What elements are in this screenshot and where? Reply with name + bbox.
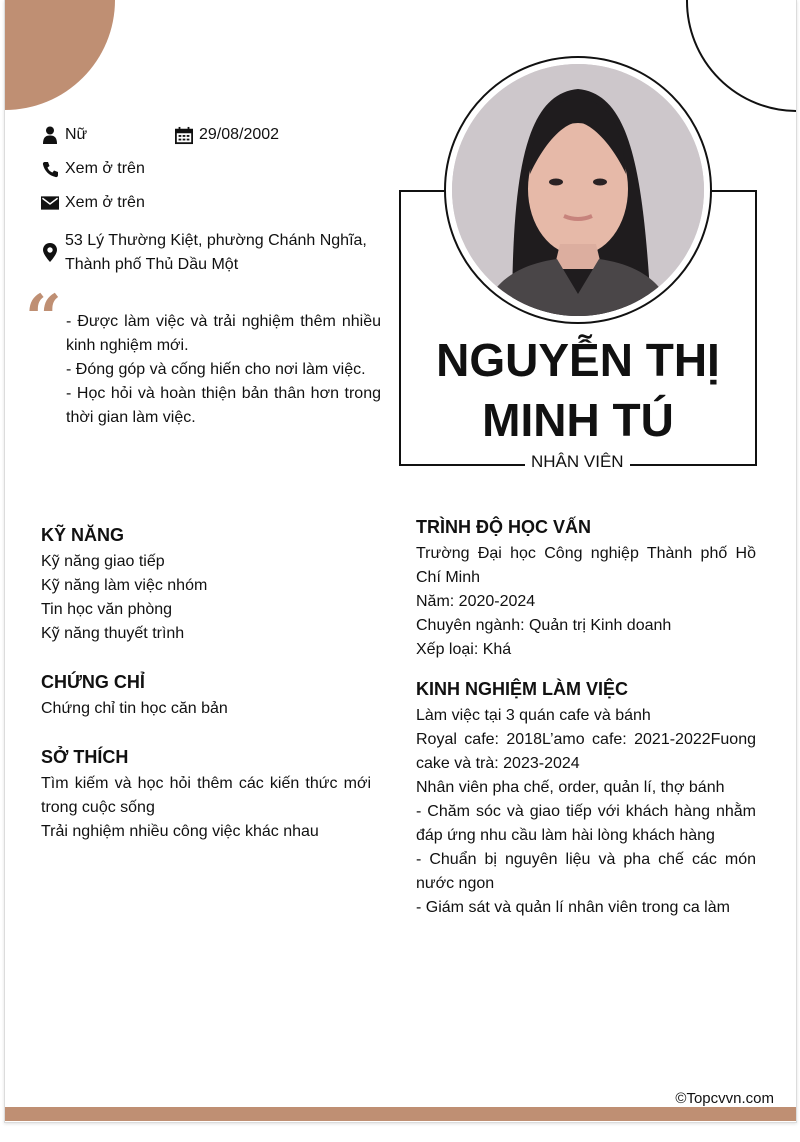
user-icon [41, 126, 59, 144]
address-value: 53 Lý Thường Kiệt, phường Chánh Nghĩa, Thành phố Thủ Dầu Một [65, 232, 367, 273]
section-title: SỞ THÍCH [41, 747, 129, 767]
section-title: TRÌNH ĐỘ HỌC VẤN [416, 517, 591, 537]
candidate-name [401, 330, 755, 450]
gender-value: Nữ [65, 126, 88, 143]
calendar-icon [175, 126, 193, 144]
skill-item: Kỹ năng làm việc nhóm [41, 577, 208, 594]
hobby-item: Trải nghiệm nhiều công việc khác nhau [41, 823, 319, 840]
education-section [416, 516, 756, 662]
decorative-circle-outline-top-right [686, 0, 797, 112]
copyright-text: ©Topcvvn.com [675, 1090, 774, 1107]
certificates-section [41, 671, 371, 721]
phone-value[interactable]: Xem ở trên [65, 160, 145, 177]
section-title: CHỨNG CHỈ [41, 672, 145, 692]
certificate-item: Chứng chỉ tin học căn bản [41, 700, 228, 717]
objective-line: - Được làm việc và trải nghiệm thêm nhiều kinh nghiệm mới. [66, 313, 381, 354]
envelope-icon [41, 194, 59, 212]
name-line-2: MINH TÚ [482, 394, 674, 446]
map-pin-icon [41, 243, 59, 261]
section-title: KỸ NĂNG [41, 525, 125, 545]
career-objective [66, 310, 381, 430]
bottom-accent-bar [5, 1107, 796, 1121]
position-title: NHÂN VIÊN [525, 451, 630, 473]
education-item: Năm: 2020-2024 [416, 593, 536, 610]
contact-address [41, 229, 375, 277]
decorative-circle-top-left [4, 0, 115, 110]
phone-icon [41, 160, 59, 178]
skill-item: Kỹ năng giao tiếp [41, 553, 165, 570]
experience-item: - Chuẩn bị nguyên liệu và pha chế các món nước ngon [416, 851, 756, 892]
email-value[interactable]: Xem ở trên [65, 194, 145, 211]
skill-item: Kỹ năng thuyết trình [41, 625, 185, 642]
hobby-item: Tìm kiếm và học hỏi thêm các kiến thức mới trong cuộc sống [41, 775, 371, 816]
objective-line: - Đóng góp và cống hiến cho nơi làm việc. [66, 361, 366, 378]
education-item: Xếp loại: Khá [416, 641, 512, 658]
dob-value: 29/08/2002 [199, 126, 280, 143]
experience-section [416, 678, 756, 920]
contact-email [41, 194, 145, 212]
cv-page [4, 0, 797, 1123]
skill-item: Tin học văn phòng [41, 601, 173, 618]
contact-dob [175, 126, 279, 144]
education-item: Chuyên ngành: Quản trị Kinh doanh [416, 617, 672, 634]
avatar-photo [452, 64, 704, 316]
hobbies-section [41, 746, 371, 844]
experience-item: - Chăm sóc và giao tiếp với khách hàng nhằm đáp ứng nhu cầu làm hài lòng khách hàng [416, 803, 756, 844]
section-title: KINH NGHIỆM LÀM VIỆC [416, 679, 629, 699]
experience-item: Nhân viên pha chế, order, quản lí, thợ bánh [416, 779, 725, 796]
contact-gender [41, 126, 87, 144]
experience-item: - Giám sát và quản lí nhân viên trong ca làm [416, 899, 730, 916]
experience-item: Royal cafe: 2018L’amo cafe: 2021-2022Fuong cake và trà: 2023-2024 [416, 731, 756, 772]
quote-icon: “ [25, 281, 58, 356]
objective-line: - Học hỏi và hoàn thiện bản thân hơn trong thời gian làm việc. [66, 385, 381, 426]
education-item: Trường Đại học Công nghiệp Thành phố Hồ Chí Minh [416, 545, 756, 586]
skills-section [41, 524, 371, 646]
name-line-1: NGUYỄN THỊ [436, 334, 720, 386]
experience-item: Làm việc tại 3 quán cafe và bánh [416, 707, 651, 724]
contact-phone [41, 160, 145, 178]
